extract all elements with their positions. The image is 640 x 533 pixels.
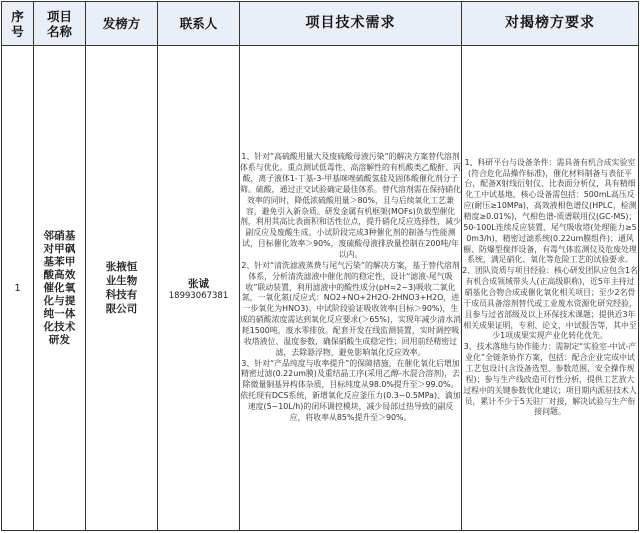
row-project-name: 邻硝基 对甲砜 基苯甲 酸高效 催化氧 化与提 纯一体 化技术 研发 — [34, 46, 86, 531]
project-table — [1, 1, 639, 531]
row-contact — [158, 46, 240, 531]
header-challenger-requirements: 对揭榜方要求 — [462, 2, 639, 46]
contact-name: 张诚 — [188, 277, 209, 290]
contact-phone: 18993067381 — [168, 290, 229, 301]
row-issuer: 张掖恒 业生物 科技有 限公司 — [86, 46, 158, 531]
row-seq: 1 — [2, 46, 34, 531]
header-technical-requirements: 项目技术需求 — [240, 2, 462, 46]
technical-requirements-text: 1、针对“高硫酸用量大及废硫酸母液污染”的解决方案替代溶剂体系与优化。重点测试低毒性、高溶解性的有机酸类乙酸酐、丙酸，离子液体1-丁基-3-甲基咪唑硫酸氢盐及固体酸催化剂分子筛。硫酸，通过正交试验确定最佳体系。替代溶剂需在保持硝化效率的同时，降低浓硫酸用量＞80%，且与后续氧化工艺兼容，避免引入新杂质。研发金属有机框架(MOFs)负载型催化剂，利用其高比表面积和活性位点，提升硝化反应选择性，减少副反应及废酸生成。小试阶段完成3种催化剂的制备与性能测试，目标催化效率＞90%，废硫酸母液排放量控制在200吨/年以内。 2、针对“清洗滤液蒸费与尾气污染”的解决方案，基于替代溶剂体系，分析清洗滤液中催化剂的稳定性，设计“滤液-尾气吸收”联动装置，利用滤液中的酸性成分(pH=2~3)吸收二氧化氮，一氧化氮(反应式：NO2+NO+2H2O-2HNO3+H2O，进一步氧化为HNO3)。中试阶段验证吸收效率(目标＞90%)，生成的硝酸浓度需达到氧化反应要求(＞65%)，实现年减少清水消耗1500吨，废水零排放。配套开发在线监测装置，实时调控吸收塔液位、温度参数，确保硝酸生成稳定性；回用前经精密过滤，去除悬浮物，避免影响氧化反应效率。 3、针对“产品纯度与收率提升”的保障措施，在催化氧化后增加精密过滤(0.22um膜)及重结晶工序(采用乙醇-水混合溶剂)，去除微量铜基异构体杂质，目标纯度从98.0%提升至＞99.0%。依托现有DCS系统，新增氧化反应釜压力(0.3~0.5MPa)、滴加速度(5~10L/h)的闭环调控模块，减少局部过热导致的副反应，将收率从85%提升至＞90%。 — [240, 46, 462, 531]
header-row — [2, 2, 639, 46]
challenger-requirements-text: 1、科研平台与设备条件：需具备有机合成实验室(符合危化品操作标准)，催化材料制备与表征平台，配备X射线衍射仪、比表面分析仪，具有精细化工中试基地，核心设备需包括：500mL高压反应(耐压≥10MPa)，高效液相色谱仪(HPLC，检测精度≥0.01%)，气相色谱-质谱联用仪(GC-MS)；50-100L连续反应装置、尾气吸收塔(处理能力≥50m3/h)，精密过滤系统(0.22um膜组件)；通风橱、防爆型搅拌设备，有毒气体监测仪及危废处理系统，满足硝化、氧化等危险工艺的试验要求。 2、团队资质与项目经验：核心研发团队应包含1名有机合成领域带头人(正高级职称)，近5年主持过硝基化合物合成或催化氧化相关项目；至少2名骨干成员具备溶剂替代或工业废水资源化研究经验，且参与过省部级及以上环保技术课题；提供近3年相关成果证明，专利、论文，中试报告等，其中至少1项成果实现产业化转化优先。 3、技术落地与协作能力：需制定“实验室-中试-产业化”全链条协作方案，包括：配合企业完成中试工艺包设计(含设备选型、参数范围、安全操作规程)；参与生产线改造可行性分析，提供工艺放大过程中的关键参数优化建议；项目期内派驻技术人员，累计不少于5天驻厂对接，解决试验与生产衔接问题。 — [462, 46, 639, 531]
header-issuer: 发榜方 — [86, 2, 158, 46]
header-project-name: 项目 名称 — [34, 2, 86, 46]
header-contact: 联系人 — [158, 2, 240, 46]
table-row — [2, 46, 639, 531]
header-seq: 序 号 — [2, 2, 34, 46]
